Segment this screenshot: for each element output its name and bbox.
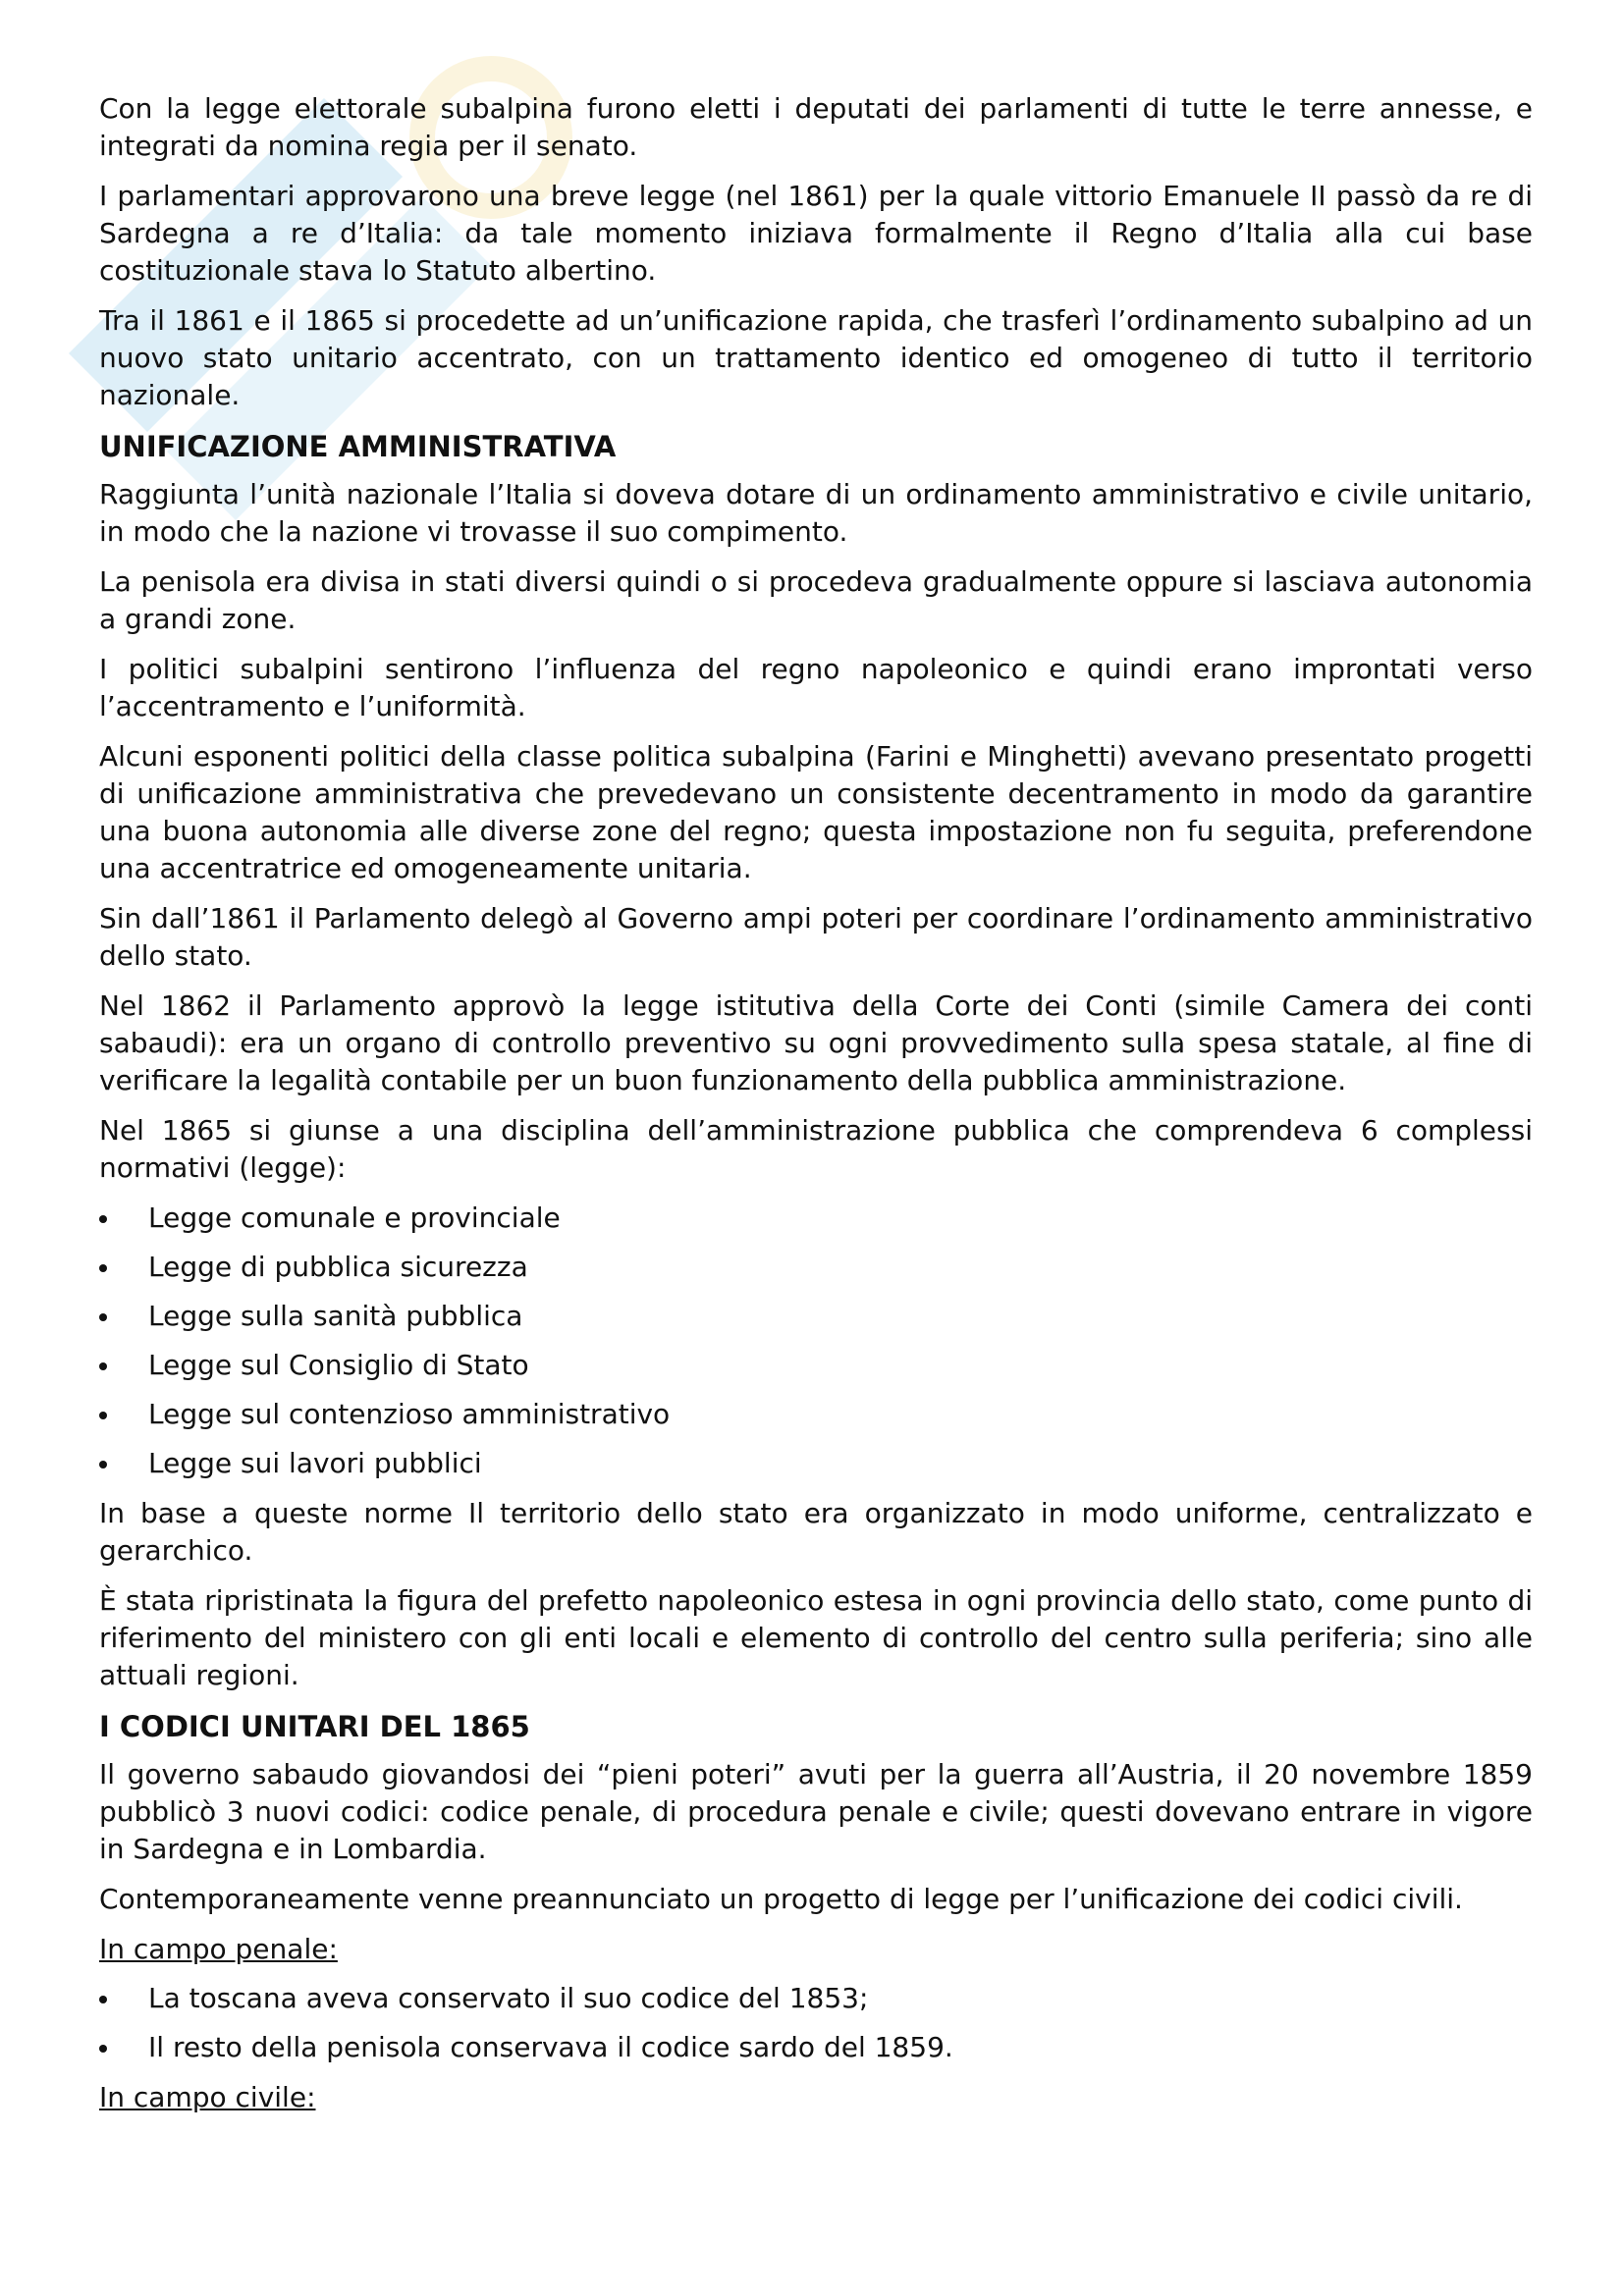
list-item bbox=[99, 1980, 1533, 2017]
intro-paragraph: Con la legge elettorale subalpina furono eletti i deputati dei parlamenti di tutte le terre annesse, e integrati da nomina regia per il senato. bbox=[99, 92, 1533, 162]
intro-paragraph: Tra il 1861 e il 1865 si procedette ad un’unificazione rapida, che trasferì l’ordinamento subalpino ad un nuovo stato unitario accentrato, con un trattamento identico ed omogeneo di tutto il territorio nazionale. bbox=[99, 304, 1533, 411]
bullet-icon bbox=[99, 1264, 107, 1272]
list-item-text: Legge sul Consiglio di Stato bbox=[148, 1349, 529, 1381]
bullet-icon bbox=[99, 2045, 107, 2053]
civil-subheading: In campo civile: bbox=[99, 2081, 316, 2113]
admin-paragraph: Nel 1862 il Parlamento approvò la legge istitutiva della Corte dei Conti (simile Camera dei conti sabaudi): era un organo di controllo preventivo su ogni provvedimento sulla spesa statale, al fine di verificare la legalità contabile per un buon funzionamento della pubblica amministrazione. bbox=[99, 989, 1533, 1096]
penal-list bbox=[99, 1980, 1533, 2066]
codes-paragraph: Il governo sabaudo giovandosi dei “pieni poteri” avuti per la guerra all’Austria, il 20 novembre 1859 pubblicò 3 nuovi codici: codice penale, di procedura penale e civile; questi dovevano entrare in vigore in Sardegna e in Lombardia. bbox=[99, 1758, 1533, 1865]
bullet-icon bbox=[99, 1996, 107, 2003]
list-item-text: Legge sulla sanità pubblica bbox=[148, 1300, 523, 1332]
list-item bbox=[99, 2029, 1533, 2066]
list-item-text: Legge sui lavori pubblici bbox=[148, 1447, 482, 1479]
document-page bbox=[99, 90, 1533, 2128]
list-item-text: La toscana aveva conservato il suo codice del 1853; bbox=[148, 1982, 869, 2014]
section-heading-admin: UNIFICAZIONE AMMINISTRATIVA bbox=[99, 430, 617, 463]
list-item bbox=[99, 1249, 1533, 1286]
list-item bbox=[99, 1347, 1533, 1384]
penal-subheading: In campo penale: bbox=[99, 1933, 338, 1965]
admin-paragraph: In base a queste norme Il territorio dello stato era organizzato in modo uniforme, centralizzato e gerarchico. bbox=[99, 1497, 1533, 1567]
list-item-text: Il resto della penisola conservava il codice sardo del 1859. bbox=[148, 2031, 953, 2063]
admin-paragraph: I politici subalpini sentirono l’influenza del regno napoleonico e quindi erano improntati verso l’accentramento e l’uniformità. bbox=[99, 653, 1533, 722]
list-item-text: Legge di pubblica sicurezza bbox=[148, 1251, 528, 1283]
bullet-icon bbox=[99, 1215, 107, 1223]
intro-paragraph: I parlamentari approvarono una breve legge (nel 1861) per la quale vittorio Emanuele II passò da re di Sardegna a re d’Italia: da tale momento iniziava formalmente il Regno d’Italia alla cui base costituzionale stava lo Statuto albertino. bbox=[99, 180, 1533, 287]
admin-paragraph: Raggiunta l’unità nazionale l’Italia si doveva dotare di un ordinamento amministrativo e civile unitario, in modo che la nazione vi trovasse il suo compimento. bbox=[99, 478, 1533, 548]
laws-list bbox=[99, 1200, 1533, 1482]
admin-paragraph: Nel 1865 si giunse a una disciplina dell’amministrazione pubblica che comprendeva 6 complessi normativi (legge): bbox=[99, 1114, 1533, 1184]
list-item bbox=[99, 1200, 1533, 1237]
list-item bbox=[99, 1396, 1533, 1433]
bullet-icon bbox=[99, 1461, 107, 1468]
list-item-text: Legge comunale e provinciale bbox=[148, 1201, 561, 1234]
admin-paragraph: È stata ripristinata la figura del prefetto napoleonico estesa in ogni provincia dello stato, come punto di riferimento del ministero con gli enti locali e elemento di controllo del centro sulla periferia; sino alle attuali regioni. bbox=[99, 1584, 1533, 1691]
codes-paragraph: Contemporaneamente venne preannunciato un progetto di legge per l’unificazione dei codici civili. bbox=[99, 1883, 1463, 1915]
bullet-icon bbox=[99, 1412, 107, 1419]
bullet-icon bbox=[99, 1362, 107, 1370]
admin-paragraph: Alcuni esponenti politici della classe politica subalpina (Farini e Minghetti) avevano presentato progetti di unificazione amministrativa che prevedevano un consistente decentramento in modo da garantire una buona autonomia alle diverse zone del regno; questa impostazione non fu seguita, preferendone una accentratrice ed omogeneamente unitaria. bbox=[99, 740, 1533, 884]
list-item bbox=[99, 1298, 1533, 1335]
section-heading-codes: I CODICI UNITARI DEL 1865 bbox=[99, 1710, 530, 1743]
admin-paragraph: La penisola era divisa in stati diversi quindi o si procedeva gradualmente oppure si lasciava autonomia a grandi zone. bbox=[99, 565, 1533, 635]
list-item bbox=[99, 1445, 1533, 1482]
admin-paragraph: Sin dall’1861 il Parlamento delegò al Governo ampi poteri per coordinare l’ordinamento amministrativo dello stato. bbox=[99, 902, 1533, 972]
list-item-text: Legge sul contenzioso amministrativo bbox=[148, 1398, 671, 1430]
bullet-icon bbox=[99, 1313, 107, 1321]
